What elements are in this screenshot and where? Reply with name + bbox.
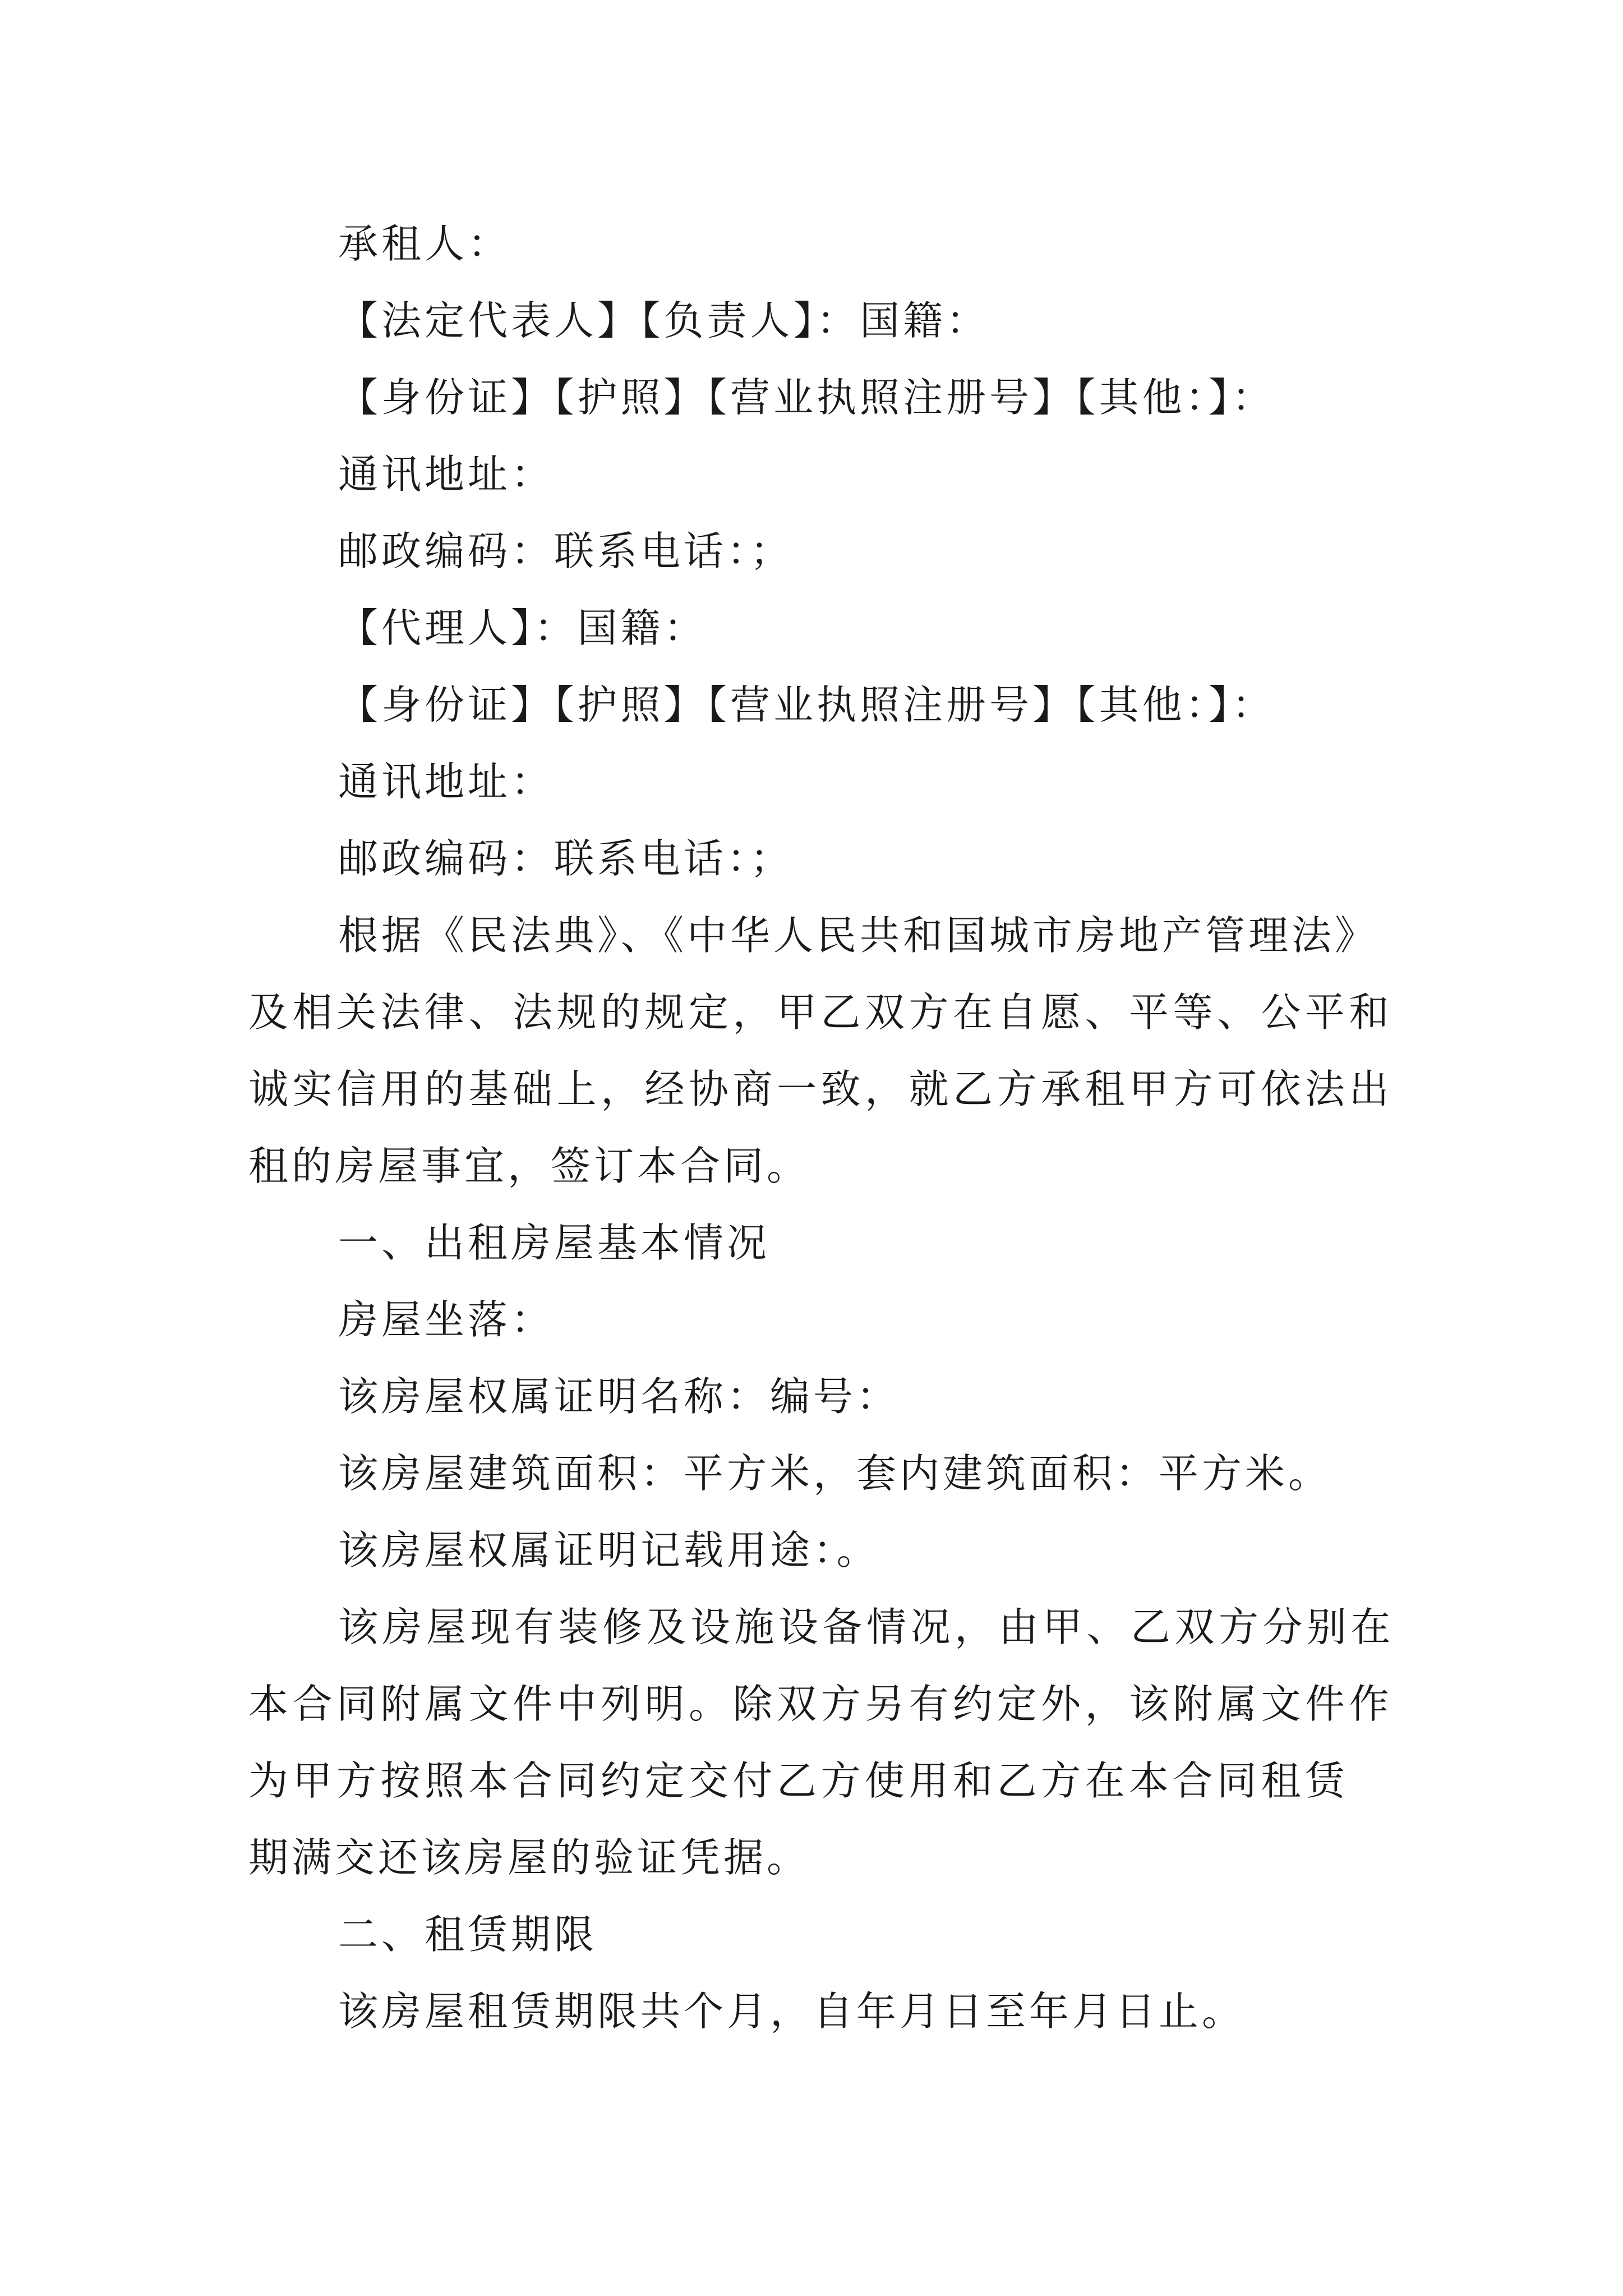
preamble-line: 租的房屋事宜，签订本合同。 (248, 1143, 810, 1189)
property-certificate: 该房屋权属证明名称：编号： (338, 1373, 900, 1420)
section-1-heading: 一、出租房屋基本情况 (338, 1220, 771, 1266)
facilities-line: 该房屋现有装修及设施设备情况，由甲、乙双方分别在 (338, 1604, 1395, 1650)
agent-postal-phone: 邮政编码：联系电话：； (338, 835, 794, 882)
facilities-line: 本合同附属文件中列明。除双方另有约定外，该附属文件作 (248, 1681, 1394, 1727)
lessee-label: 承租人： (338, 220, 511, 267)
property-usage: 该房屋权属证明记载用途：。 (338, 1527, 880, 1573)
section-2-heading: 二、租赁期限 (338, 1911, 598, 1958)
preamble-line: 诚实信用的基础上，经协商一致，就乙方承租甲方可依法出 (248, 1066, 1394, 1112)
lessee-id-line: 【身份证】【护照】【营业执照注册号】【其他：】： (338, 374, 1275, 421)
lease-term: 该房屋租赁期限共个月，自年月日至年月日止。 (338, 1988, 1246, 2035)
facilities-line: 期满交还该房屋的验证凭据。 (248, 1834, 810, 1881)
property-area: 该房屋建筑面积：平方米，套内建筑面积：平方米。 (338, 1450, 1332, 1497)
preamble-line: 及相关法律、法规的规定，甲乙双方在自愿、平等、公平和 (248, 989, 1394, 1036)
document-body (248, 205, 1395, 2050)
agent-id-line: 【身份证】【护照】【营业执照注册号】【其他：】： (338, 682, 1275, 728)
facilities-paragraph (248, 1589, 1395, 1896)
legal-representative-line: 【法定代表人】【负责人】：国籍： (338, 297, 990, 344)
lessee-address: 通讯地址： (338, 451, 555, 498)
lessee-postal-phone: 邮政编码：联系电话：； (338, 528, 794, 574)
preamble-line: 根据《民法典》、《中华人民共和国城市房地产管理法》 (338, 912, 1378, 959)
preamble-paragraph (248, 897, 1394, 1204)
agent-line: 【代理人】：国籍： (338, 605, 707, 651)
agent-address: 通讯地址： (338, 758, 555, 805)
property-location: 房屋坐落： (338, 1296, 555, 1343)
facilities-line: 为甲方按照本合同约定交付乙方使用和乙方在本合同租赁 (248, 1757, 1349, 1804)
